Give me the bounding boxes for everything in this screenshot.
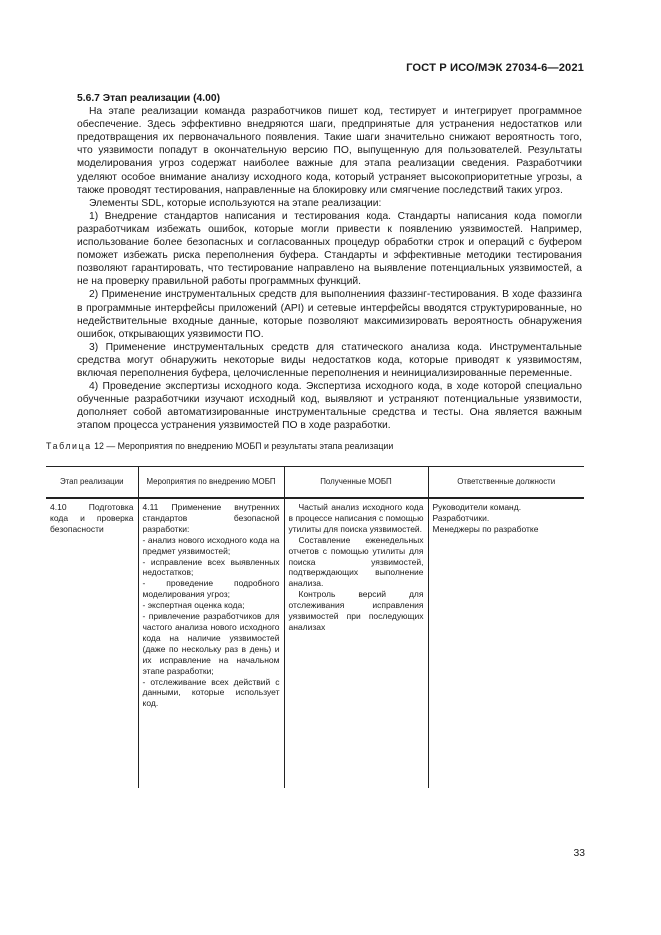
role-item: Менеджеры по разработке xyxy=(432,523,539,534)
column-header-stage: Этап реализации xyxy=(46,467,138,499)
result-item: Составление еженедельных отчетов с помощью утилиты для поиска уязвимостей, подтверждающих выполнение анализа. xyxy=(288,534,424,589)
role-item: Руководители команд. xyxy=(432,502,522,512)
stage-text: 4.10 Подготовка кода и проверка безопасности xyxy=(50,502,134,534)
activity-item: 4.11 Применение внутренних стандартов безопасной разработки: xyxy=(142,502,280,534)
activity-item: - привлечение разработчиков для частого анализа нового исходного кода на наличие уязвимостей (даже по нескольку раз в день) и их исправление на начальном этапе разработки; xyxy=(142,611,280,676)
column-header-roles: Ответственные должности xyxy=(428,467,584,499)
section-body xyxy=(46,92,582,452)
activity-item: - экспертная оценка кода; xyxy=(142,600,245,611)
table-caption-text: 12 — Мероприятия по внедрению МОБП и результаты этапа реализации xyxy=(94,441,394,452)
column-header-activities: Мероприятия по внедрению МОБП xyxy=(138,467,284,499)
column-header-results: Полученные МОБП xyxy=(284,467,428,499)
paragraph: 3) Применение инструментальных средств для статического анализа кода. Инструментальные средства могут обнаружить некоторые виды недостатков кода, которые приводят к уязвимостям, включая переполнения буфера, целочисленные переполнения и неинициализированные переменные. xyxy=(77,341,582,379)
paragraph: 2) Применение инструментальных средств для выполнениия фаззинг-тестирования. В ходе фаззинга в программные интерфейсы приложений (API) и сетевые интерфейсы вводятся структурированные, но недействительные входные данные, которые позволяют максимизировать вероятность обнаружения ошибок, открывающих уязвимости ПО. xyxy=(77,289,582,340)
role-item: Разработчики. xyxy=(432,512,490,523)
paragraph: 1) Внедрение стандартов написания и тестирования кода. Стандарты написания кода помогли разработчикам избежать ошибок, которые могли привести к появлению уязвимостей. Например, использование более безопасных и согласованных процедур обработки строк и операций с буфером поможет избежать риска переполнения буфера. Стандарты и эффективные методики тестирования позволяют гарантировать, что тестирование направлено на выявление потенциальных уязвимостей, а не на проверку правильной работы программных функций. xyxy=(77,210,582,288)
table-row xyxy=(46,498,584,788)
table-caption-prefix: Таблица xyxy=(46,441,92,452)
paragraph: 4) Проведение экспертизы исходного кода. Экспертиза исходного кода, в ходе которой специально обученные разработчики изучают исходный код, выявляют и устраняют потенциальные уязвимости, дополняет собой автоматизированные инструментальные средства и тесты. Она является важным этапом процесса устранения уязвимостей ПО в ходе разработки. xyxy=(77,381,582,432)
cell-stage xyxy=(46,498,138,788)
implementation-table xyxy=(46,466,584,788)
activity-item: - проведение подробного моделирования угроз; xyxy=(142,578,280,600)
page-number: 33 xyxy=(573,848,585,859)
table-caption xyxy=(46,441,582,452)
document-code-header: ГОСТ Р ИСО/МЭК 27034-6—2021 xyxy=(406,62,584,74)
activity-item: - отслеживание всех действий с данными, которые использует код. xyxy=(142,676,280,709)
cell-results xyxy=(284,498,428,788)
cell-activities xyxy=(138,498,284,788)
result-item: Контроль версий для отслеживания исправления уязвимостей при последующих анализах xyxy=(288,589,424,632)
paragraph: На этапе реализации команда разработчиков пишет код, тестирует и интегрирует программное обеспечение. Здесь эффективно внедряются шаги, предпринятые для устранения недостатков или предотвращения их первоначального появления. Такие шаги значительно снижают вероятность того, что уязвимости попадут в окончательную версию ПО, выпущенную для пользователей. Результаты моделирования угроз содержат наиболее важные для этапа реализации сведения. Разработчики уделяют особое внимание анализу исходного кода, который устраняет высокоприоритетные угрозы, а также проводят тестирования, направленные на блокировку или смягчение последствий таких угроз. xyxy=(77,106,582,196)
activity-item: - исправление всех выявленных недостатков; xyxy=(142,556,280,578)
activity-item: - анализ нового исходного кода на предмет уязвимостей; xyxy=(142,534,280,556)
section-title: 5.6.7 Этап реализации (4.00) xyxy=(77,93,221,104)
result-item: Частый анализ исходного кода в процессе написания с помощью утилиты для поиска уязвимостей. xyxy=(288,502,424,534)
paragraph: Элементы SDL, которые используются на этапе реализации: xyxy=(89,197,382,209)
table-header-row xyxy=(46,467,584,499)
cell-roles xyxy=(428,498,584,788)
